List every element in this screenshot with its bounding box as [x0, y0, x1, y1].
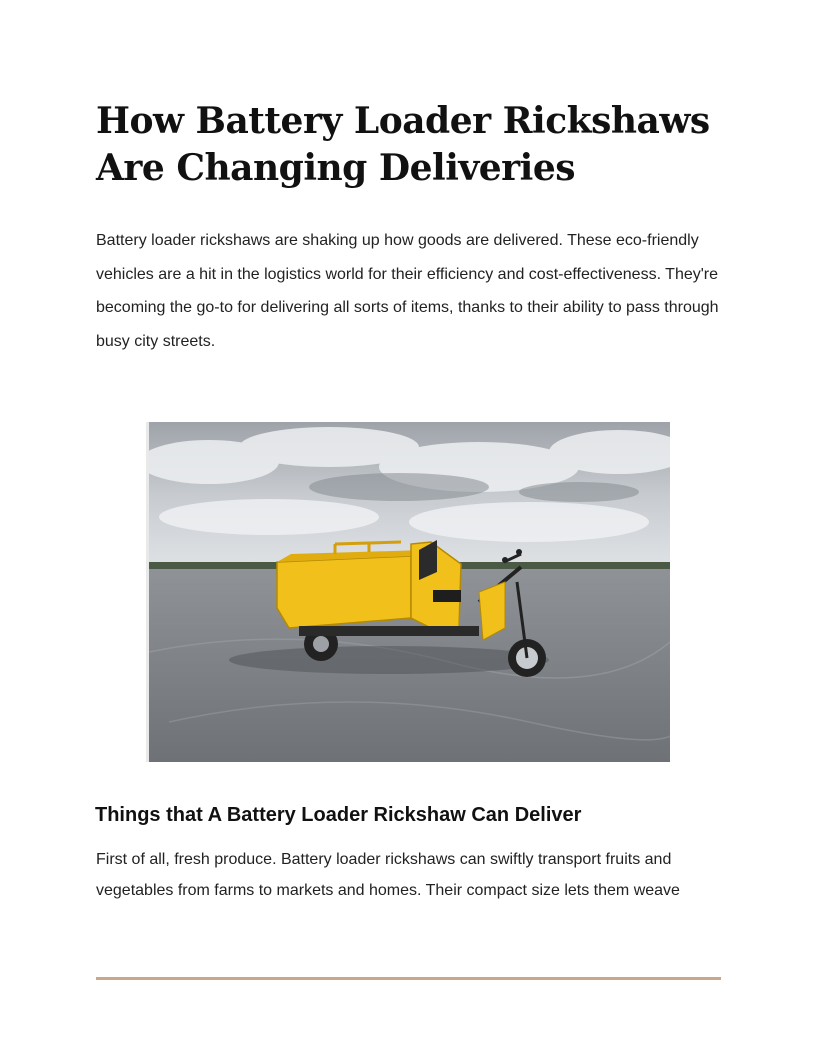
- rickshaw-photo: [146, 422, 670, 762]
- section-heading: Things that A Battery Loader Rickshaw Can Deliver: [95, 804, 582, 826]
- article-title: How Battery Loader Rickshaws Are Changing Deliveries: [96, 100, 710, 189]
- intro-paragraph: Battery loader rickshaws are shaking up how goods are delivered. These eco-friendly vehicles are a hit in the logistics world for their efficiency and cost-effectiveness. They're becoming the go-to for delivering all sorts of items, thanks to their ability to pass through busy city streets.: [96, 232, 719, 350]
- rickshaw-illustration: [149, 422, 670, 762]
- section-paragraph: First of all, fresh produce. Battery loader rickshaws can swiftly transport fruits and vegetables from farms to markets and homes. Their compact size lets them weave: [96, 851, 680, 899]
- footer-divider: [96, 977, 721, 980]
